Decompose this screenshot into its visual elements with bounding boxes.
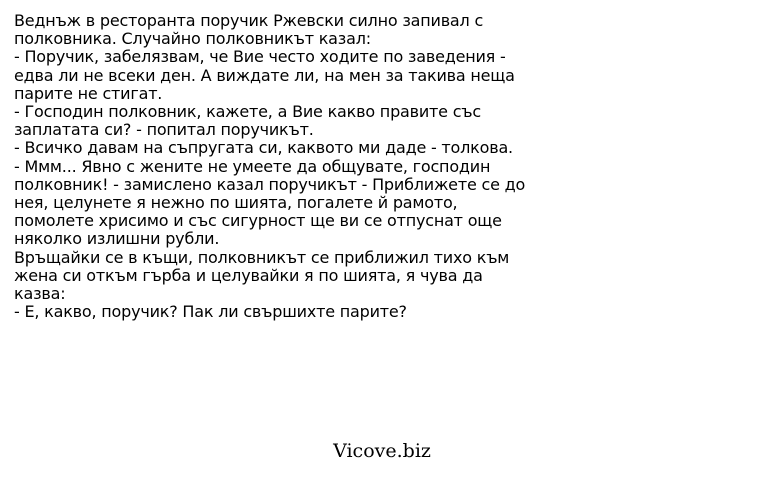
- joke-line: казва:: [14, 284, 66, 304]
- joke-line: - Е, какво, поручик? Пак ли свършихте парите?: [14, 302, 407, 322]
- site-brand: Vicove.biz: [333, 440, 431, 462]
- joke-line: полковника. Случайно полковникът казал:: [14, 29, 371, 49]
- joke-line: парите не стигат.: [14, 83, 163, 103]
- joke-line: - Господин полковник, кажете, а Вие какво правите със: [14, 102, 482, 122]
- joke-line: полковник! - замислено казал поручикът - Приближете се до: [14, 174, 526, 194]
- joke-line: жена си откъм гърба и целувайки я по шията, я чува да: [14, 265, 483, 285]
- joke-line: - Поручик, забелязвам, че Вие често ходите по заведения -: [14, 47, 506, 67]
- joke-line: заплатата си? - попитал поручикът.: [14, 120, 314, 140]
- joke-line: няколко излишни рубли.: [14, 229, 220, 249]
- joke-text: [14, 12, 754, 321]
- joke-line: Връщайки се в къщи, полковникът се приближил тихо към: [14, 247, 510, 267]
- joke-line: - Всичко давам на съпругата си, каквото ми даде - толкова.: [14, 138, 513, 158]
- joke-line: едва ли не всеки ден. А виждате ли, на мен за такива неща: [14, 65, 515, 85]
- joke-line: Веднъж в ресторанта поручик Ржевски силно запивал с: [14, 11, 484, 30]
- joke-line: нея, целунете я нежно по шията, погалете й рамото,: [14, 193, 458, 213]
- joke-line: помолете хрисимо и със сигурност ще ви се отпуснат още: [14, 211, 502, 231]
- joke-line: - Ммм... Явно с жените не умеете да общувате, господин: [14, 156, 491, 176]
